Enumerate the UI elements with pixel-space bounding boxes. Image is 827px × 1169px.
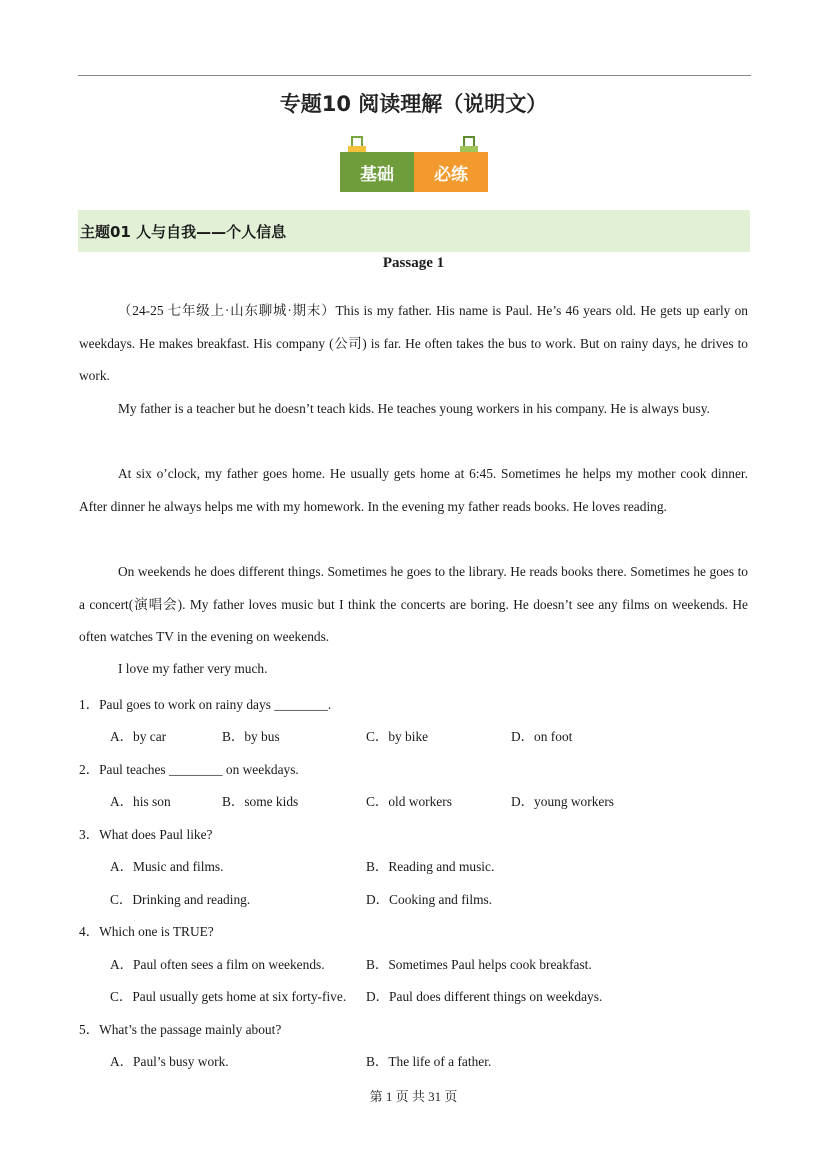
question-stem: 4．Which one is TRUE? — [79, 924, 214, 939]
passage-title: Passage 1 — [382, 255, 445, 271]
page-footer: 第 1 页 共 31 页 — [369, 1089, 458, 1104]
topic-heading — [78, 210, 750, 252]
question-option: A．Music and films. — [110, 859, 224, 874]
question-option: B．some kids — [222, 794, 299, 809]
question-option: D．Cooking and films. — [366, 892, 493, 907]
question-option: A．by car — [110, 729, 167, 744]
question-option: D．young workers — [511, 794, 615, 809]
question-option: C．Paul usually gets home at six forty-five. — [110, 989, 347, 1004]
question-option: B．Reading and music. — [366, 859, 495, 874]
question-option: C．by bike — [366, 729, 429, 744]
question-stem: 5．What’s the passage mainly about? — [79, 1022, 282, 1037]
question-option: B．by bus — [222, 729, 280, 744]
passage-paragraph: My father is a teacher but he doesn’t teach kids. He teaches young workers in his company. He is always busy. — [118, 401, 710, 416]
question-option: C．old workers — [366, 794, 452, 809]
passage-paragraph: On weekends he does different things. Sometimes he goes to the library. He reads books there. Sometimes he goes to a concert(演唱会). My father loves music but I think the concerts are boring. He doesn’t see any films on weekends. He often watches TV in the evening on weekends. — [79, 564, 748, 645]
question-option: A．Paul often sees a film on weekends. — [110, 957, 325, 972]
question-option: B．The life of a father. — [366, 1054, 492, 1069]
passage-paragraph: At six o’clock, my father goes home. He usually gets home at 6:45. Sometimes he helps my mother cook dinner. After dinner he always helps me with my homework. In the evening my father reads books. He loves reading. — [79, 466, 748, 514]
question-stem: 3．What does Paul like? — [79, 827, 213, 842]
question-option: A．his son — [110, 794, 171, 809]
question-stem: 2．Paul teaches ________ on weekdays. — [79, 762, 299, 777]
passage-paragraph: （24-25 七年级上·山东聊城·期末）This is my father. His name is Paul. He’s 46 years old. He gets up early on weekdays. He makes breakfast. His company (公司) is far. He often takes the bus to work. But on rainy days, he drives to work. — [79, 303, 748, 384]
question-option: D．Paul does different things on weekdays. — [366, 989, 603, 1004]
question-option: B．Sometimes Paul helps cook breakfast. — [366, 957, 592, 972]
question-option: A．Paul’s busy work. — [110, 1054, 229, 1069]
badge-practice: 必练 — [414, 152, 488, 192]
question-option: D．on foot — [511, 729, 573, 744]
topic-label: 主题01 人与自我——个人信息 — [80, 222, 287, 241]
document-title: 专题10 阅读理解（说明文） — [279, 92, 548, 116]
question-option: C．Drinking and reading. — [110, 892, 251, 907]
badge-basic: 基础 — [340, 152, 414, 192]
question-stem: 1．Paul goes to work on rainy days ________. — [79, 697, 332, 712]
passage-paragraph: I love my father very much. — [118, 661, 268, 676]
header-rule — [78, 75, 751, 76]
level-badge — [340, 134, 488, 194]
